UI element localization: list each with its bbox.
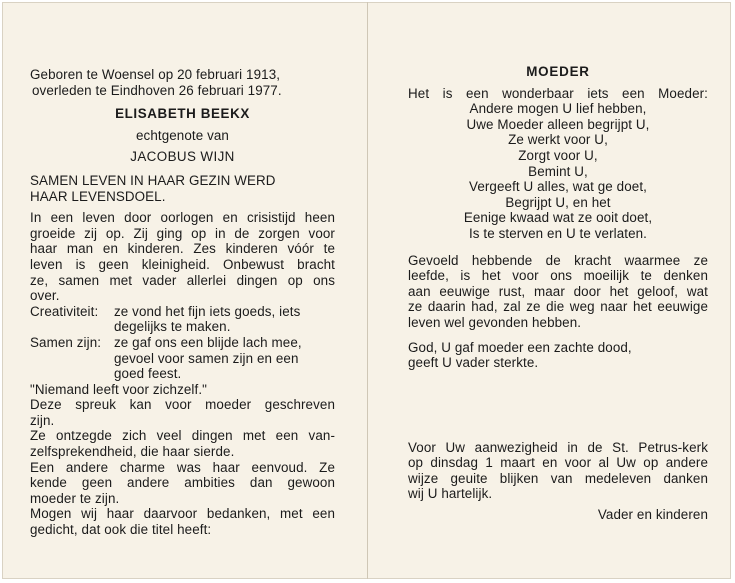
together-label: Samen zijn: [30,334,102,350]
text-line: ze daarin had, zal ze die weg naar het eeuwige [408,299,708,315]
text-line: Een andere charme was haar eenvoud. Ze [30,459,335,475]
creativity-entry [30,304,335,320]
right-page [408,64,708,523]
text-line: groeide zij op. Zij ging op in de zorgen voor [30,225,335,241]
motto-line: SAMEN LEVEN IN HAAR GEZIN WERD [30,172,276,188]
left-page [30,67,335,538]
together-text: ze gaf ons een blijde lach mee, [114,334,302,350]
poem-line: Is te sterven en U te verlaten. [468,225,647,241]
text-line: over. [30,288,60,304]
text-line: Gevoeld hebbende de kracht waarmee ze [408,252,708,268]
text-line: ze, samen met vader allerlei dingen op ons [30,272,335,288]
together-text: goed feest. [114,366,182,382]
text-line: Voor Uw aanwezigheid in de St. Petrus-kerk [408,439,708,455]
text-line: zelfsprekendheid, die haar sierde. [30,444,235,460]
quote: "Niemand leeft voor zichzelf." [30,381,207,397]
signature: Vader en kinderen [597,507,708,523]
poem-line: Bemint U, [528,163,588,179]
death-line: overleden te Eindhoven 26 februari 1977. [32,82,282,98]
thanks-paragraph [408,440,708,502]
poem-line: Zorgt voor U, [518,147,598,163]
prayer-line: geeft U vader sterkte. [408,355,539,371]
motto [30,173,335,204]
deceased-name: ELISABETH BEEKX [115,106,250,122]
text-line: Deze spreuk kan voor moeder geschreven [30,397,335,413]
text-line: wij U hartelijk. [408,486,493,502]
poem-line: Het is een wonderbaar iets een Moeder: [408,85,708,101]
text-line: kende geen andere ambities dan gewoon [30,475,335,491]
card-fold-line [367,2,368,579]
creativity-text: ze vond het fijn iets goeds, iets [114,303,301,319]
text-line: Mogen wij haar daarvoor bedanken, met een [30,506,335,522]
text-line: wijze geuite blijken van medeleven danken [408,470,708,486]
poem-line: Begrijpt U, en het [505,194,611,210]
spouse-name: JACOBUS WIJN [130,149,235,165]
text-line: leven wel gevonden hebben. [408,314,582,330]
spouse-intro: echtgenote van [136,127,229,143]
text-line: In een leven door oorlogen en crisistijd heen [30,210,335,226]
together-text: gevoel voor samen zijn en een [114,350,299,366]
text-line: zijn. [30,412,55,428]
birth-line: Geboren te Woensel op 20 februari 1913, [30,67,281,82]
closing-paragraph [30,397,335,537]
poem-line: Eenige kwaad wat ze ooit doet, [463,210,653,226]
poem-title: MOEDER [526,64,590,79]
poem [408,86,708,242]
text-line: Ze ontzegde zich veel dingen met een van- [30,428,335,444]
text-line: haar man en kinderen. Zes kinderen vóór te [30,241,335,257]
poem-line: Vergeeft U alles, wat ge doet, [469,179,647,195]
creativity-text: degelijks te maken. [114,319,231,335]
text-line: gedicht, dat ook die titel heeft: [30,522,212,538]
faith-paragraph [408,253,708,331]
together-entry [30,335,335,351]
text-line: leven is geen kleinigheid. Onbewust bracht [30,256,335,272]
poem-line: Uwe Moeder alleen begrijpt U, [466,116,650,132]
life-paragraph [30,210,335,304]
text-line: moeder te zijn. [30,490,120,506]
prayer-line: God, U gaf moeder een zachte dood, [408,339,632,355]
creativity-label: Creativiteit: [30,303,99,319]
text-line: op dinsdag 1 maart en voor al Uw op andere [408,455,708,471]
motto-line: HAAR LEVENSDOEL. [30,188,166,204]
poem-line: Ze werkt voor U, [508,132,608,148]
text-line: aan eeuwige rust, maar door het geloof, wat [408,283,708,299]
text-line: leefde, is het voor ons moeilijk te denken [408,268,708,284]
poem-line: Andere mogen U lief hebben, [469,101,647,117]
prayer [408,340,708,371]
